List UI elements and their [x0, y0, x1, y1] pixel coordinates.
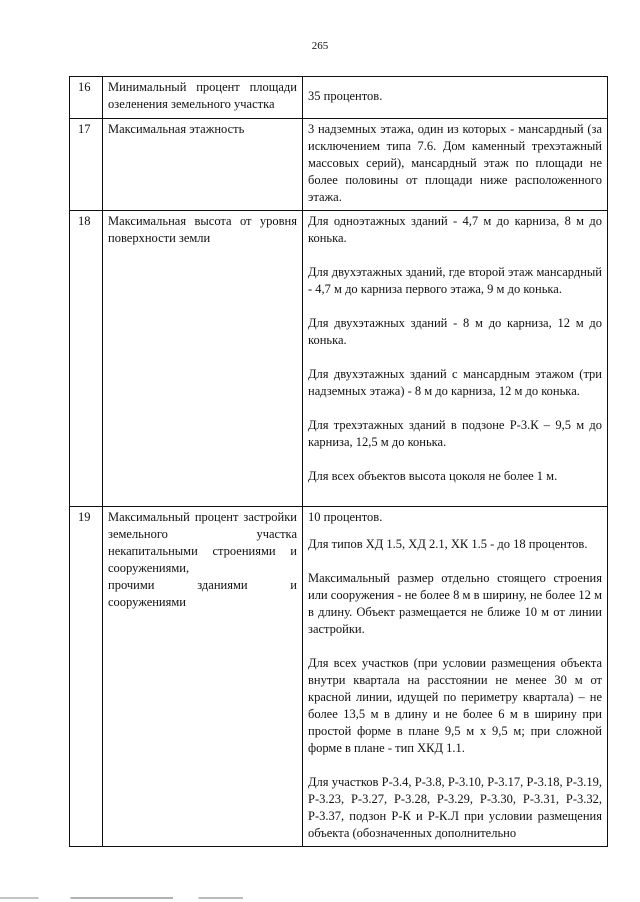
parameter-name-line: озеленения земельного участка [108, 97, 275, 111]
parameter-name [103, 507, 303, 847]
parameter-name-line: Минимальный процент площади [108, 80, 297, 94]
parameter-name-line: некапитальными строениями и [108, 544, 297, 558]
page-number: 265 [311, 40, 329, 52]
value-paragraph: Для участков Р-3.4, Р-3.8, Р-3.10, Р-3.17, Р-3.18, Р-3.19, Р-3.23, Р-3.27, Р-3.28, Р-3.29, Р-3.30, Р-3.31, Р-3.32, Р-3.37, подзон Р-К и Р-К.Л при условии размещения объекта (обозначенных дополнительно [308, 775, 602, 840]
value-paragraph: Для типов ХД 1.5, ХД 2.1, ХК 1.5 - до 18 процентов. [308, 537, 588, 551]
value-paragraph: Для трехэтажных зданий в подзоне Р-3.К – 9,5 м до карниза, 12,5 м до конька. [308, 418, 602, 449]
parameter-name-line: сооружениями, [108, 561, 190, 575]
scan-artifact-line [0, 897, 640, 899]
value-paragraph: Для всех участков (при условии размещения объекта внутри квартала на расстоянии не менее 30 м от красной линии, идущей по периметру квартала) – не более 13,5 м в длину и не более 6 м в ширину при простой форме в плане 9,5 м х 9,5 м; при сложной форме в плане - тип ХКД 1.1. [308, 656, 602, 755]
row-number: 17 [70, 119, 103, 211]
table-row [70, 119, 608, 211]
table-row [70, 507, 608, 847]
value-paragraph: 10 процентов. [308, 510, 383, 524]
value-paragraph: 3 надземных этажа, один из которых - мансардный (за исключением типа 7.6. Дом каменный трехэтажный массовых серий), мансардный этаж по площади не более половины от площади ниже расположенного этажа. [308, 122, 602, 204]
parameter-name-line: Максимальный процент застройки [108, 510, 297, 524]
value-paragraph: Для двухэтажных зданий, где второй этаж мансардный - 4,7 м до карниза первого этажа, 9 м до конька. [308, 265, 602, 296]
parameter-name [103, 77, 303, 119]
value-paragraph: Для двухэтажных зданий - 8 м до карниза, 12 м до конька. [308, 316, 602, 347]
parameter-value [303, 119, 608, 211]
value-paragraph: Максимальный размер отдельно стоящего строения или сооружения - не более 8 м в ширину, не более 12 м в длину. Объект размещается не ближе 10 м от линии застройки. [308, 571, 602, 636]
row-number: 18 [70, 211, 103, 507]
row-number: 19 [70, 507, 103, 847]
parameter-name-line: поверхности земли [108, 231, 211, 245]
parameter-value [303, 77, 608, 119]
table-row [70, 211, 608, 507]
value-paragraph: 35 процентов. [308, 89, 383, 103]
value-paragraph: Для всех объектов высота цоколя не более 1 м. [308, 469, 558, 483]
parameter-name [103, 119, 303, 211]
parameter-name-line: прочими зданиями и [108, 578, 297, 592]
row-number: 16 [70, 77, 103, 119]
parameter-value [303, 507, 608, 847]
parameter-name-line: земельного участка [108, 527, 297, 541]
value-paragraph: Для двухэтажных зданий с мансардным этажом (три надземных этажа) - 8 м до карниза, 12 м до конька. [308, 367, 602, 398]
table-row [70, 77, 608, 119]
parameter-name-line: сооружениями [108, 595, 186, 609]
parameter-value [303, 211, 608, 507]
parameter-name [103, 211, 303, 507]
parameter-name-line: Максимальная высота от уровня [108, 214, 297, 228]
value-paragraph: Для одноэтажных зданий - 4,7 м до карниза, 8 м до конька. [308, 214, 602, 245]
regulations-table [69, 76, 608, 847]
parameter-name-line: Максимальная этажность [108, 122, 245, 136]
